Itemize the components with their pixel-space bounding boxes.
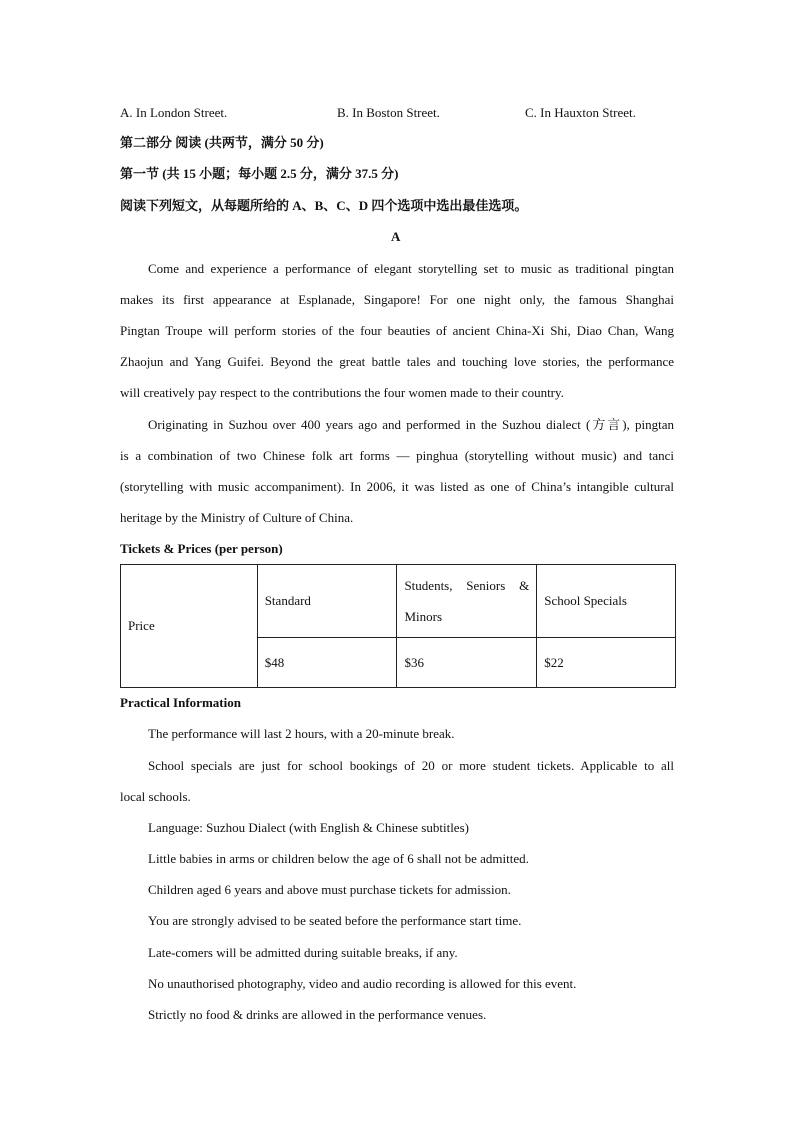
passage-letter: A: [391, 229, 401, 244]
practical-line-1: The performance will last 2 hours, with a 20-minute break.: [148, 726, 455, 741]
price-row-label: Price: [121, 565, 258, 688]
practical-line-10: Strictly no food & drinks are allowed in the performance venues.: [148, 1007, 487, 1022]
section-heading: 第一节 (共 15 小题；每小题 2.5 分，满分 37.5 分): [120, 166, 399, 181]
tickets-heading: Tickets & Prices (per person): [120, 541, 283, 556]
students-header-line-1: Students, Seniors &: [404, 578, 530, 593]
instruction-text: 阅读下列短文，从每题所给的 A、B、C、D 四个选项中选出最佳选项。: [120, 198, 528, 213]
option-b: B. In Boston Street.: [337, 105, 440, 120]
practical-line-8: Late-comers will be admitted during suitable breaks, if any.: [148, 945, 458, 960]
paragraph-2-line-4: heritage by the Ministry of Culture of China.: [120, 510, 354, 525]
practical-line-2: School specials are just for school bookings of 20 or more student tickets. Applicable to all: [148, 758, 674, 773]
practical-line-5: Little babies in arms or children below the age of 6 shall not be admitted.: [148, 851, 529, 866]
practical-line-7: You are strongly advised to be seated before the performance start time.: [148, 913, 522, 928]
option-c: C. In Hauxton Street.: [525, 105, 636, 120]
price-table-header-row: [121, 565, 676, 638]
paragraph-1-line-1: Come and experience a performance of elegant storytelling set to music as traditional pingtan: [148, 261, 674, 276]
practical-line-9: No unauthorised photography, video and audio recording is allowed for this event.: [148, 976, 577, 991]
practical-line-6: Children aged 6 years and above must purchase tickets for admission.: [148, 882, 511, 897]
school-specials-header: School Specials: [537, 565, 676, 638]
practical-line-4: Language: Suzhou Dialect (with English & Chinese subtitles): [148, 820, 469, 835]
paragraph-1-line-2: makes its first appearance at Esplanade, Singapore! For one night only, the famous Shanghai: [120, 292, 674, 307]
paragraph-2-line-2: is a combination of two Chinese folk art forms — pinghua (storytelling without music) and tanci: [120, 448, 674, 463]
practical-line-3: local schools.: [120, 789, 191, 804]
paragraph-2-line-1: Originating in Suzhou over 400 years ago and performed in the Suzhou dialect (方言), pingtan: [148, 417, 674, 432]
standard-price: $48: [257, 638, 397, 688]
students-price: $36: [397, 638, 537, 688]
paragraph-1-line-5: will creatively pay respect to the contributions the four women made to their country.: [120, 385, 564, 400]
students-header-line-2: Minors: [404, 609, 443, 624]
paragraph-1-line-3: Pingtan Troupe will perform stories of the four beauties of ancient China-Xi Shi, Diao Chan, Wang: [120, 323, 674, 338]
paragraph-1-line-4: Zhaojun and Yang Guifei. Beyond the great battle tales and touching love stories, the performance: [120, 354, 674, 369]
part-heading: 第二部分 阅读 (共两节，满分 50 分): [120, 135, 324, 150]
standard-header: Standard: [257, 565, 397, 638]
price-table: [120, 564, 676, 688]
practical-heading: Practical Information: [120, 695, 241, 710]
school-specials-price: $22: [537, 638, 676, 688]
option-a: A. In London Street.: [120, 105, 228, 120]
students-header: [397, 565, 537, 638]
paragraph-2-line-3: (storytelling with music accompaniment). In 2006, it was listed as one of China’s intangible cultural: [120, 479, 674, 494]
